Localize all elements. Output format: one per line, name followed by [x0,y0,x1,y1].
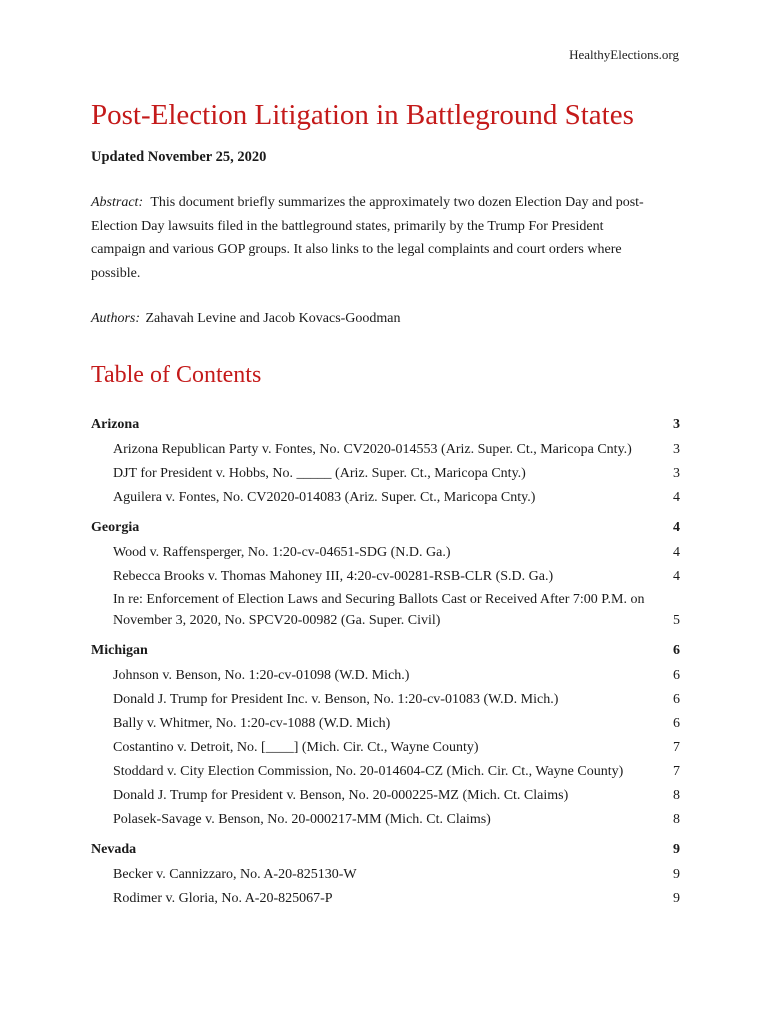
abstract-text: This document briefly summarizes the approximately two dozen Election Day and post-Election Day lawsuits filed in the battleground states, primarily by the Trump For President campaign and various GOP groups. It also links to the legal complaints and court orders where possible. [91,195,644,281]
toc-entry-title: In re: Enforcement of Election Laws and Securing Ballots Cast or Received After 7:00 P.M. on November 3, 2020, No. SPCV20-00982 (Ga. Super. Civil) [113,592,645,628]
abstract [91,191,651,285]
document-title: Post-Election Litigation in Battleground States [91,99,634,131]
toc-entry-title: Aguilera v. Fontes, No. CV2020-014083 (Ariz. Super. Ct., Maricopa Cnty.) [113,490,536,505]
toc-page-number: 4 [673,520,680,535]
toc-section-arizona[interactable] [91,414,680,436]
toc-entry-title: Stoddard v. City Election Commission, No. 20-014604-CZ (Mich. Cir. Ct., Wayne County) [113,764,624,779]
toc-section-michigan[interactable] [91,640,680,662]
toc-page-number: 3 [673,442,680,457]
updated-date: Updated November 25, 2020 [91,149,267,165]
toc-entry-title: Donald J. Trump for President Inc. v. Benson, No. 1:20-cv-01083 (W.D. Mich.) [113,692,559,707]
toc-entry-title: Donald J. Trump for President v. Benson, No. 20-000225-MZ (Mich. Ct. Claims) [113,788,569,803]
toc-page-number: 3 [673,417,680,432]
toc-section-title: Georgia [91,520,140,535]
authors-text: Zahavah Levine and Jacob Kovacs-Goodman [145,311,401,326]
toc-page-number: 8 [673,812,680,827]
toc-section-georgia[interactable] [91,517,680,539]
toc-page-number: 4 [673,545,680,560]
toc-entry-title: Costantino v. Detroit, No. [____] (Mich. Cir. Ct., Wayne County) [113,740,479,755]
toc-entry[interactable] [91,662,680,686]
toc-entry[interactable] [91,686,680,710]
toc-page-number: 9 [673,842,680,857]
toc-page-number: 9 [673,867,680,882]
toc-page-number: 4 [673,490,680,505]
toc-section-title: Arizona [91,417,140,432]
toc-entry[interactable] [91,539,680,563]
abstract-label: Abstract: [91,195,144,210]
header-site-name: HealthyElections.org [569,47,679,62]
authors-label: Authors: [91,311,140,326]
toc-entry-title: Johnson v. Benson, No. 1:20-cv-01098 (W.D. Mich.) [113,668,410,683]
toc-entry-title: DJT for President v. Hobbs, No. _____ (Ariz. Super. Ct., Maricopa Cnty.) [113,466,526,481]
table-of-contents [91,414,680,909]
toc-entry-title: Bally v. Whitmer, No. 1:20-cv-1088 (W.D. Mich) [113,716,391,731]
toc-entry[interactable] [91,758,680,782]
toc-entry[interactable] [91,460,680,484]
toc-entry[interactable] [91,782,680,806]
toc-entry-title: Becker v. Cannizzaro, No. A-20-825130-W [113,867,357,882]
toc-entry-title: Polasek-Savage v. Benson, No. 20-000217-MM (Mich. Ct. Claims) [113,812,491,827]
authors [91,311,401,327]
toc-section-title: Nevada [91,842,137,857]
toc-entry-title: Rebecca Brooks v. Thomas Mahoney III, 4:20-cv-00281-RSB-CLR (S.D. Ga.) [113,569,554,584]
toc-entry-title: Rodimer v. Gloria, No. A-20-825067-P [113,891,333,906]
toc-page-number: 6 [673,643,680,658]
toc-entry[interactable] [91,861,680,885]
toc-page-number: 8 [673,788,680,803]
toc-page-number: 7 [673,764,680,779]
toc-entry[interactable] [91,436,680,460]
toc-entry[interactable] [91,885,680,909]
toc-entry[interactable] [91,710,680,734]
toc-page-number: 7 [673,740,680,755]
toc-entry[interactable] [91,563,680,587]
toc-entry[interactable] [91,484,680,508]
toc-title: Table of Contents [91,362,262,388]
toc-page-number: 3 [673,466,680,481]
toc-page-number: 5 [673,613,680,628]
toc-page-number: 6 [673,668,680,683]
toc-section-title: Michigan [91,643,148,658]
toc-page-number: 6 [673,692,680,707]
toc-page-number: 4 [673,569,680,584]
toc-entry[interactable] [91,806,680,830]
toc-entry[interactable] [91,734,680,758]
toc-entry-title: Wood v. Raffensperger, No. 1:20-cv-04651-SDG (N.D. Ga.) [113,545,451,560]
toc-entry-title: Arizona Republican Party v. Fontes, No. CV2020-014553 (Ariz. Super. Ct., Maricopa Cnty.) [113,442,632,457]
toc-entry[interactable] [91,587,680,631]
toc-section-nevada[interactable] [91,839,680,861]
toc-page-number: 6 [673,716,680,731]
toc-page-number: 9 [673,891,680,906]
